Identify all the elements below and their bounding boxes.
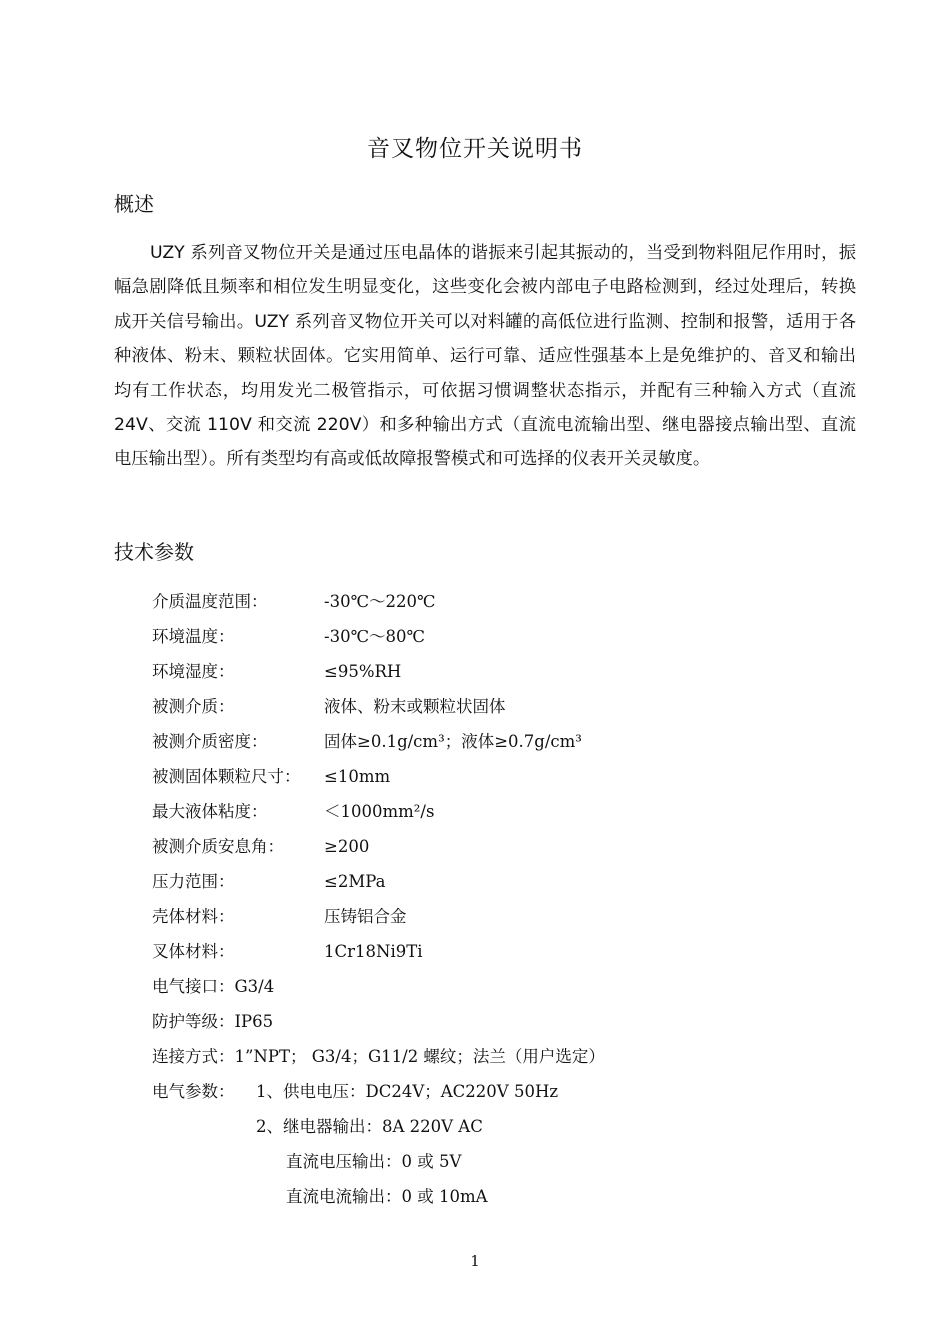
document-title: 音叉物位开关说明书 [367,136,583,162]
electrical-dc-voltage-output: 直流电压输出：0 或 5V [286,1152,462,1171]
param-label: 环境湿度： [152,662,235,681]
param-label: 环境温度： [152,627,235,646]
param-label: 介质温度范围： [152,592,268,611]
overview-heading: 概述 [114,192,154,216]
param-label: 连接方式： [152,1047,235,1066]
param-label: 电气接口： [152,977,235,996]
page-number: 1 [470,1252,480,1270]
param-row-inline [152,969,872,1004]
param-value: ≤95%RH [324,662,402,681]
param-label: 被测介质密度： [152,732,268,751]
param-value: ≤2MPa [324,872,386,891]
param-label: 被测固体颗粒尺寸： [152,767,301,786]
param-value: 压铸铝合金 [324,907,407,926]
param-row [152,934,872,969]
param-value: -30℃～80℃ [324,627,425,646]
param-value: ＜1000mm²/s [324,802,435,821]
electrical-relay-output: 2、继电器输出：8A 220V AC [256,1117,483,1136]
param-row [152,654,872,689]
param-value: 1Cr18Ni9Ti [324,942,423,961]
param-row [152,899,872,934]
param-row [152,829,872,864]
param-row-inline [152,1004,872,1039]
param-label: 最大液体粘度： [152,802,268,821]
param-label: 被测介质： [152,697,235,716]
param-value: 1”NPT； G3/4；G11/2 螺纹；法兰（用户选定） [234,1047,605,1066]
param-row [152,689,872,724]
param-row [152,619,872,654]
tech-params-heading: 技术参数 [114,540,194,564]
param-row-inline [152,1039,872,1074]
param-value: IP65 [234,1012,274,1031]
param-value: ≥200 [324,837,370,856]
overview-paragraph: UZY 系列音叉物位开关是通过压电晶体的谐振来引起其振动的，当受到物料阻尼作用时，振幅急剧降低且频率和相位发生明显变化，这些变化会被内部电子电路检测到，经过处理后，转换成开关信号输出。UZY 系列音叉物位开关可以对料罐的高低位进行监测、控制和报警，适用于各种液体、粉末、颗粒状固体。它实用简单、运行可靠、适应性强基本上是免维护的、音叉和输出均有工作状态，均用发光二极管指示，可依据习惯调整状态指示，并配有三种输入方式（直流 24V、交流 110V 和交流 220V）和多种输出方式（直流电流输出型、继电器接点输出型、直流电压输出型）。所有类型均有高或低故障报警模式和可选择的仪表开关灵敏度。 [114,243,856,470]
param-row [152,724,872,759]
electrical-dc-current-output: 直流电流输出：0 或 10mA [286,1187,488,1206]
electrical-supply-voltage: 1、供电电压：DC24V；AC220V 50Hz [256,1082,559,1101]
param-row [152,759,872,794]
param-row [152,794,872,829]
param-label: 叉体材料： [152,942,235,961]
param-label: 壳体材料： [152,907,235,926]
param-row [152,864,872,899]
param-value: -30℃～220℃ [324,592,436,611]
param-row [152,584,872,619]
param-value: 固体≥0.1g/cm³；液体≥0.7g/cm³ [324,732,582,751]
param-label: 压力范围： [152,872,235,891]
param-value: 液体、粉末或颗粒状固体 [324,697,506,716]
param-label: 防护等级： [152,1012,235,1031]
electrical-params-label: 电气参数： [152,1082,235,1101]
electrical-params-row [152,1074,872,1109]
tech-params-list [152,584,872,1214]
param-value: ≤10mm [324,767,391,786]
param-value: G3/4 [234,977,275,996]
param-label: 被测介质安息角： [152,837,284,856]
